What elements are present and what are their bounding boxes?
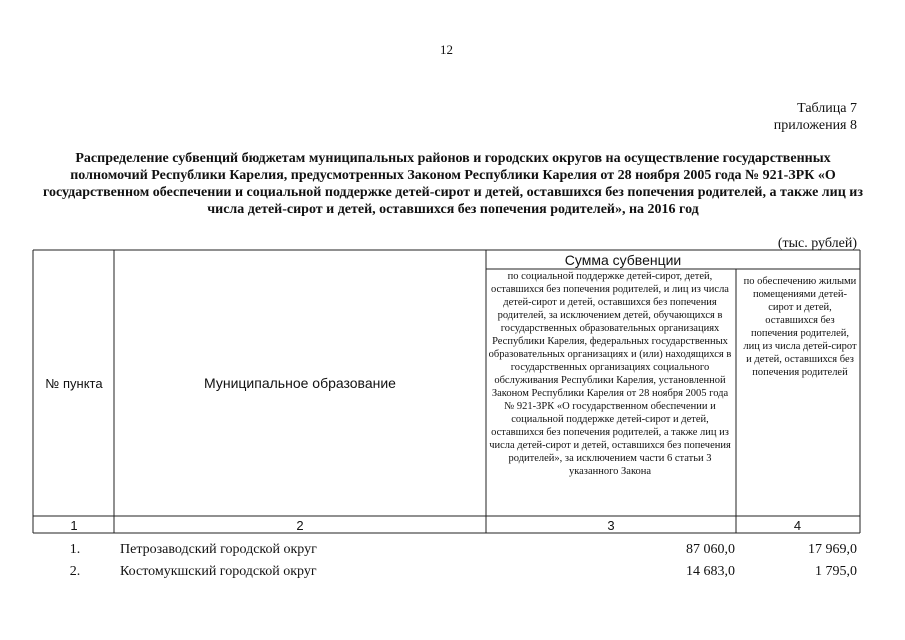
row-value-col4: 17 969,0: [808, 542, 857, 557]
appendix-label: приложения 8: [773, 118, 857, 133]
table-row: [0, 542, 905, 562]
row-number: 1.: [69, 542, 81, 557]
header-col4: по обеспечению жилыми помещениями детей-сирот и детей, оставшихся без попечения родителей, лиц из числа детей-сирот и детей, оставшихся без попечения родителей: [743, 276, 857, 378]
column-number-3: 3: [607, 517, 615, 533]
row-municipality: Петрозаводский городской округ: [120, 542, 317, 557]
document-title: Распределение субвенций бюджетам муниципальных районов и городских округов на осуществление государственных полномочий Республики Карелия, предусмотренных Законом Республики Карелия от 28 ноября 2005 года № 921-ЗРК «О государственном обеспечении и социальной поддержке детей-сирот и детей, оставшихся без попечения родителей, а также лиц из числа детей-сирот и детей, оставшихся без попечения родителей», на 2016 год: [43, 151, 863, 217]
header-municipality: Муниципальное образование: [204, 375, 396, 391]
column-number-2: 2: [296, 517, 304, 533]
header-number: № пункта: [45, 375, 103, 391]
row-number: 2.: [69, 564, 81, 579]
table-label: Таблица 7: [797, 101, 857, 116]
row-municipality: Костомукшский городской округ: [120, 564, 317, 579]
column-number-1: 1: [70, 517, 78, 533]
header-col3: по социальной поддержке детей-сирот, детей, оставшихся без попечения родителей, и лиц из числа детей-сирот и детей, оставшихся без попечения родителей, за исключением детей, обучающихся в государственных образовательных организациях Республики Карелия, федеральных государственных образовательных организациях и (или) находящихся в государственных организациях социального обслуживания Республики Карелия, установленной Законом Республики Карелия от 28 ноября 2005 года № 921-ЗРК «О государственном обеспечении и социальной поддержке детей-сирот и детей, оставшихся без попечения родителей, а также лиц из числа детей-сирот и детей, оставшихся без попечения родителей», за исключением части 6 статьи 3 указанного Закона: [488, 271, 732, 477]
appendix-reference: [774, 100, 857, 134]
row-value-col3: 87 060,0: [686, 542, 735, 557]
header-subvention-sum: Сумма субвенции: [564, 252, 682, 268]
page-number: 12: [440, 42, 453, 57]
row-value-col3: 14 683,0: [686, 564, 735, 579]
unit-label: (тыс. рублей): [777, 236, 857, 251]
column-number-4: 4: [793, 517, 802, 533]
table-row: [0, 564, 905, 584]
row-value-col4: 1 795,0: [815, 564, 857, 579]
